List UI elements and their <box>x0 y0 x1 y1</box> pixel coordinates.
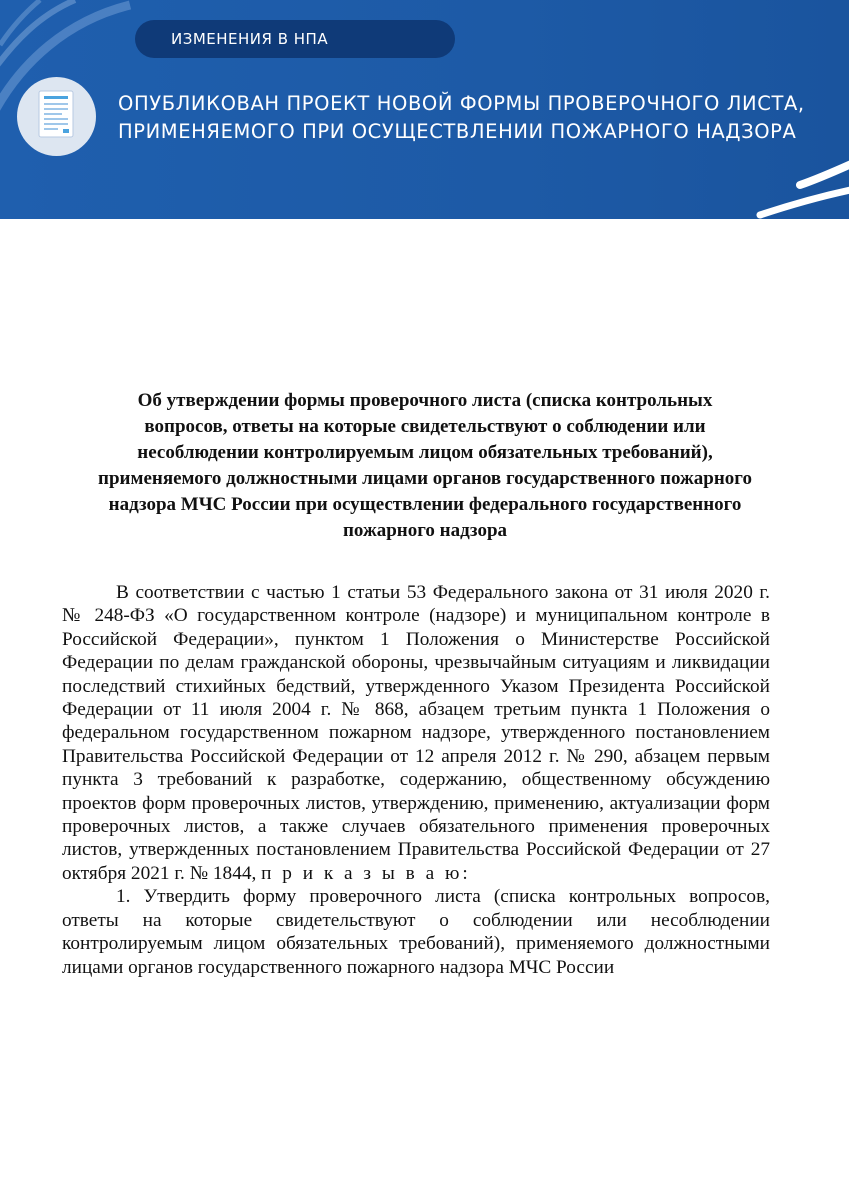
title-line: надзора МЧС России при осуществлении федерального государственного <box>108 494 742 515</box>
order-word: п р и к а з ы в а ю: <box>261 862 471 884</box>
title-line: несоблюдении контролируемым лицом обязательных требований), <box>137 442 713 463</box>
headline <box>118 90 838 146</box>
preamble-text: В соответствии с частью 1 статьи 53 Федерального закона от 31 июля 2020 г. № 248-ФЗ «О государственном контроле (надзоре) и муниципальном контроле в Российской Федерации», пунктом 1 Положения о Министерстве Российской Федерации по делам гражданской обороны, чрезвычайным ситуациям и ликвидации последствий стихийных бедствий, утвержденного Указом Президента Российской Федерации от 11 июля 2004 г. № 868, абзацем третьим пункта 1 Положения о федеральном государственном пожарном надзоре, утвержденного постановлением Правительства Российской Федерации от 12 апреля 2012 г. № 290, абзацем первым пункта 3 требований к разработке, содержанию, общественному обсуждению проектов форм проверочных листов, утверждению, применению, актуализации форм проверочных листов, а также случаев обязательного применения проверочных листов, утвержденных постановлением Правительства Российской Федерации от 27 октября 2021 г. № 1844, <box>62 582 770 884</box>
title-line: пожарного надзора <box>342 520 508 541</box>
document-icon <box>17 77 96 156</box>
preamble-paragraph <box>62 581 770 885</box>
title-line: Об утверждении формы проверочного листа (списка контрольных <box>137 390 713 411</box>
headline-line: ПРИМЕНЯЕМОГО ПРИ ОСУЩЕСТВЛЕНИИ ПОЖАРНОГО НАДЗОРА <box>118 120 797 143</box>
category-pill <box>135 20 455 58</box>
item-1-paragraph: 1. Утвердить форму проверочного листа (списка контрольных вопросов, ответы на которые свидетельствуют о соблюдении или несоблюдении контролируемым лицом обязательных требований), применяемого должностными лицами органов государственного пожарного надзора МЧС России <box>62 886 770 978</box>
document-body <box>62 581 770 979</box>
document-title <box>60 388 790 544</box>
title-line: применяемого должностными лицами органов государственного пожарного <box>98 468 752 489</box>
category-label: ИЗМЕНЕНИЯ В НПА <box>171 30 329 48</box>
header-banner <box>0 0 849 219</box>
headline-line: ОПУБЛИКОВАН ПРОЕКТ НОВОЙ ФОРМЫ ПРОВЕРОЧНОГО ЛИСТА, <box>118 92 805 115</box>
title-line: вопросов, ответы на которые свидетельствуют о соблюдении или <box>144 416 706 437</box>
